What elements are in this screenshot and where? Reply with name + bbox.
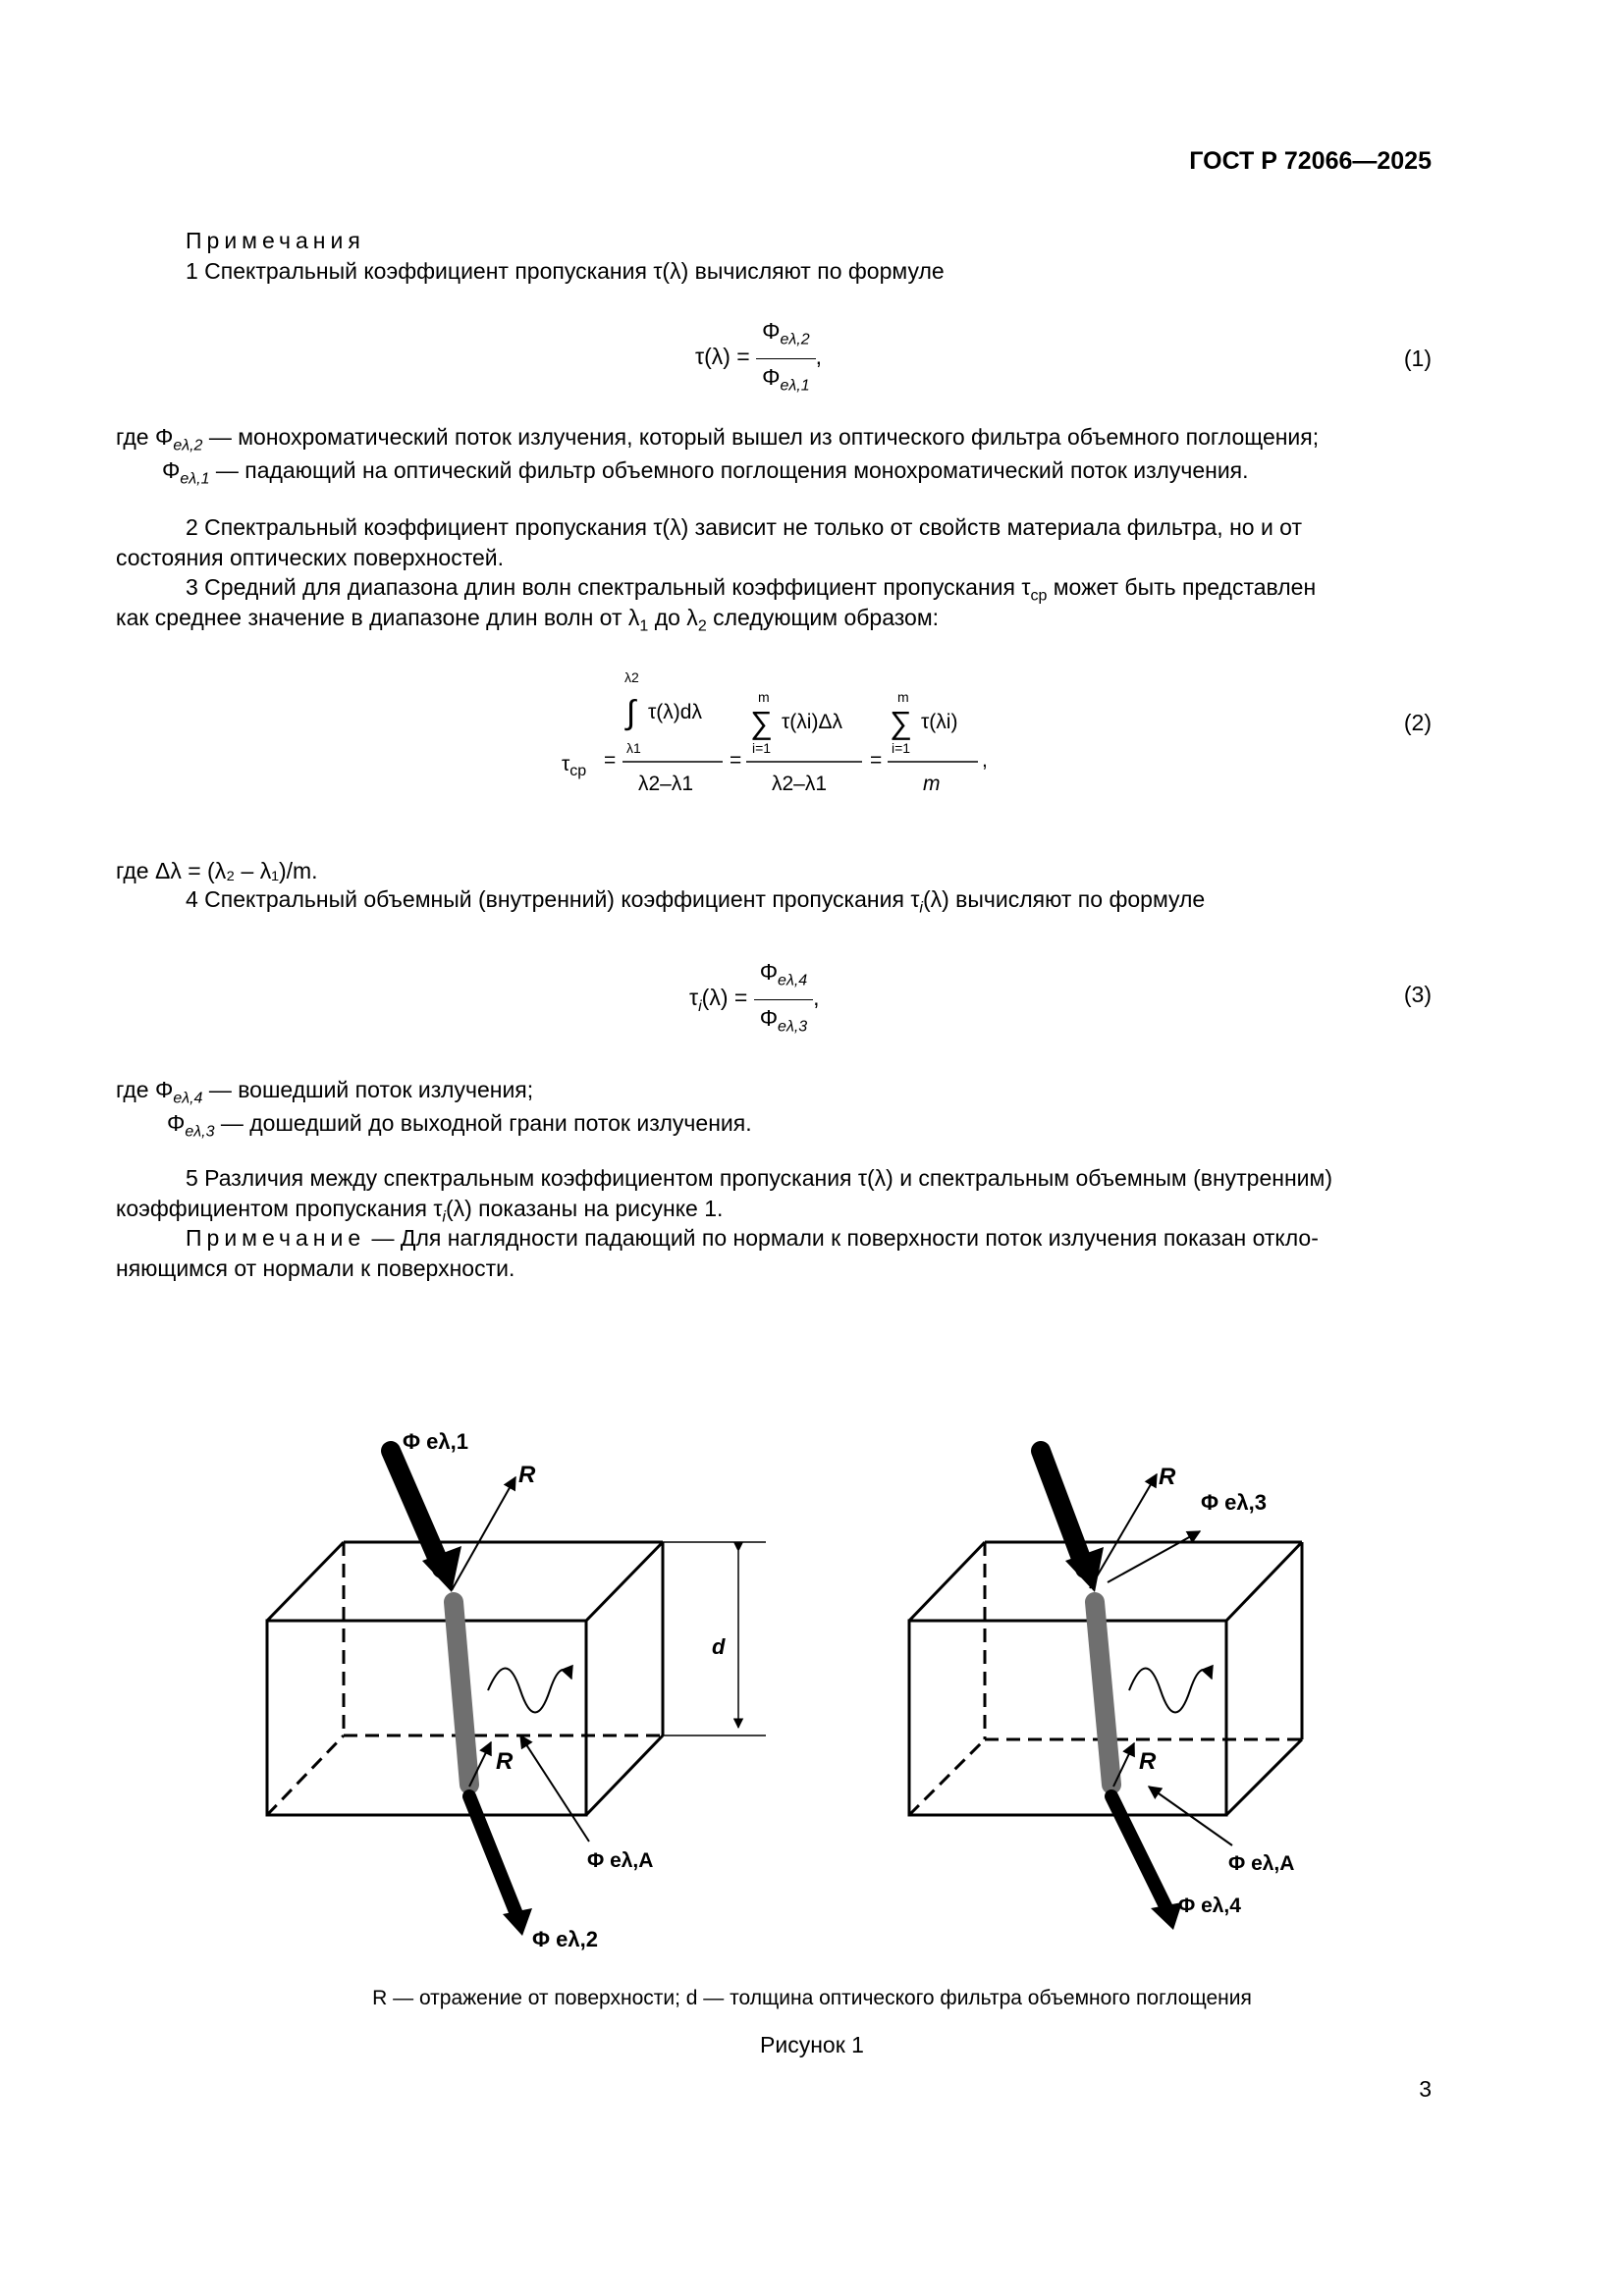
formula-2-lhs: $\tau_{ср}$ (562, 753, 587, 779)
right-exit-flux-arrow (1108, 1531, 1200, 1582)
svg-text:m: m (758, 689, 770, 705)
svg-text:i=1: i=1 (892, 740, 911, 756)
formula-3-fraction: $\frac{\Phi_{e\lambda,4}}{\Phi_{e\lambda,3}}$ (754, 957, 813, 1041)
svg-text:λ2–λ1: λ2–λ1 (638, 773, 694, 795)
svg-text:=: = (730, 749, 742, 772)
left-label-phi-in: Φ eλ,1 (403, 1429, 468, 1454)
svg-text:=: = (604, 749, 617, 772)
formula-2-number: (2) (1403, 710, 1432, 735)
left-absorption-wave (488, 1669, 571, 1713)
formula-3-number: (3) (1403, 982, 1432, 1007)
note-3-line-2: как среднее значение в диапазоне длин волн от $\lambda_1$ до $\lambda_2$ следующим образом: (116, 605, 940, 635)
figure-1 (0, 1394, 1624, 2022)
integral-sign: ∫ (626, 694, 636, 731)
sum-sign-2: ∑ (890, 705, 912, 740)
right-label-phi-in: Φ eλ,4 (1178, 1895, 1241, 1917)
svg-text:τ(λi): τ(λi) (921, 711, 958, 733)
page-number: 3 (1419, 2076, 1432, 2102)
right-inner-beam (1095, 1602, 1111, 1785)
note-2-line-1: 2 Спектральный коэффициент пропускания τ(λ) зависит не только от свойств материала фильтра, но и от (186, 514, 1303, 540)
svg-text:τ(λi)Δλ: τ(λi)Δλ (782, 711, 842, 733)
left-outgoing-arrowhead (503, 1908, 532, 1936)
figure-legend: R — отражение от поверхности; d — толщина оптического фильтра объемного поглощения (372, 1987, 1252, 2009)
note-5-line-1: 5 Различия между спектральным коэффициентом пропускания τ(λ) и спектральным объемным (внутренним) (186, 1165, 1332, 1191)
left-label-phi-a: Φ eλ,A (587, 1849, 654, 1872)
svg-text:m: m (923, 773, 941, 795)
svg-text:i=1: i=1 (752, 740, 772, 756)
formula-2 (550, 663, 1001, 810)
sum-sign-1: ∑ (750, 705, 773, 740)
svg-text:λ2–λ1: λ2–λ1 (772, 773, 828, 795)
where-2: где Δλ = (λ₂ – λ₁)/m. (116, 858, 318, 883)
note-4: 4 Спектральный объемный (внутренний) коэффициент пропускания $\tau_i(\lambda)$ вычисляют по формуле (186, 886, 1206, 917)
svg-text:λ1: λ1 (626, 740, 641, 756)
formula-1: τ(λ) = $\frac{\Phi_{e\lambda,2}}{\Phi_{e\lambda,1}}$ , (695, 316, 822, 400)
svg-text:m: m (897, 689, 909, 705)
notes-title: Примечания (186, 228, 365, 253)
thickness-label: d (712, 1634, 726, 1659)
right-reflection-top (1090, 1474, 1157, 1588)
right-label-phi-a: Φ eλ,A (1228, 1852, 1295, 1875)
left-incoming-beam (391, 1451, 442, 1569)
left-absorbed-flux-arrow (520, 1735, 589, 1842)
where-3-line-2: $\Phi_{e\lambda,3}$ — дошедший до выходной грани поток излучения. (167, 1110, 752, 1141)
note-remark-line-1: Примечание — Для наглядности падающий по нормали к поверхности поток излучения показан откло- (186, 1225, 1319, 1251)
where-1-line-1: где $\Phi_{e\lambda,2}$ — монохроматический поток излучения, который вышел из оптического фильтра объемного поглощения; (116, 424, 1320, 454)
where-3-line-1: где $\Phi_{e\lambda,4}$ — вошедший поток излучения; (116, 1077, 534, 1107)
left-label-r-bottom: R (496, 1748, 514, 1775)
right-absorption-wave (1129, 1669, 1212, 1713)
formula-3: $\tau_i(\lambda)$ = $\frac{\Phi_{e\lambda,4}}{\Phi_{e\lambda,3}}$ , (689, 957, 820, 1041)
svg-text:τ(λ)dλ: τ(λ)dλ (648, 701, 702, 723)
left-reflection-top (452, 1477, 515, 1590)
formula-1-number: (1) (1403, 346, 1432, 371)
right-incoming-beam (1041, 1451, 1085, 1569)
formula-1-lhs: τ(λ) = (695, 344, 750, 370)
figure-caption: Рисунок 1 (760, 2032, 864, 2057)
left-label-r-top: R (518, 1462, 536, 1488)
note-5-line-2: коэффициентом пропускания $\tau_i(\lambda)$ показаны на рисунке 1. (116, 1196, 724, 1226)
right-label-phi-exit: Φ eλ,3 (1201, 1490, 1267, 1515)
svg-text:,: , (982, 749, 988, 772)
note-3-line-1: 3 Средний для диапазона длин волн спектральный коэффициент пропускания $\tau_{ср}$ может быть представлен (186, 574, 1317, 605)
left-label-phi-out: Φ eλ,2 (532, 1927, 598, 1951)
note-remark-line-2: няющимся от нормали к поверхности. (116, 1255, 515, 1281)
right-label-r-top: R (1159, 1464, 1176, 1490)
right-label-r-bottom: R (1139, 1748, 1157, 1775)
svg-text:=: = (870, 749, 883, 772)
note-1: 1 Спектральный коэффициент пропускания τ(λ) вычисляют по формуле (186, 258, 945, 284)
note-2-line-2: состояния оптических поверхностей. (116, 545, 504, 570)
formula-1-fraction: $\frac{\Phi_{e\lambda,2}}{\Phi_{e\lambda,1}}$ (756, 316, 815, 400)
where-1-line-2: $\Phi_{e\lambda,1}$ — падающий на оптический фильтр объемного поглощения монохроматический поток излучения. (162, 457, 1249, 488)
document-id: ГОСТ Р 72066—2025 (1189, 147, 1432, 175)
svg-text:λ2: λ2 (624, 669, 639, 685)
left-inner-beam (454, 1602, 469, 1785)
